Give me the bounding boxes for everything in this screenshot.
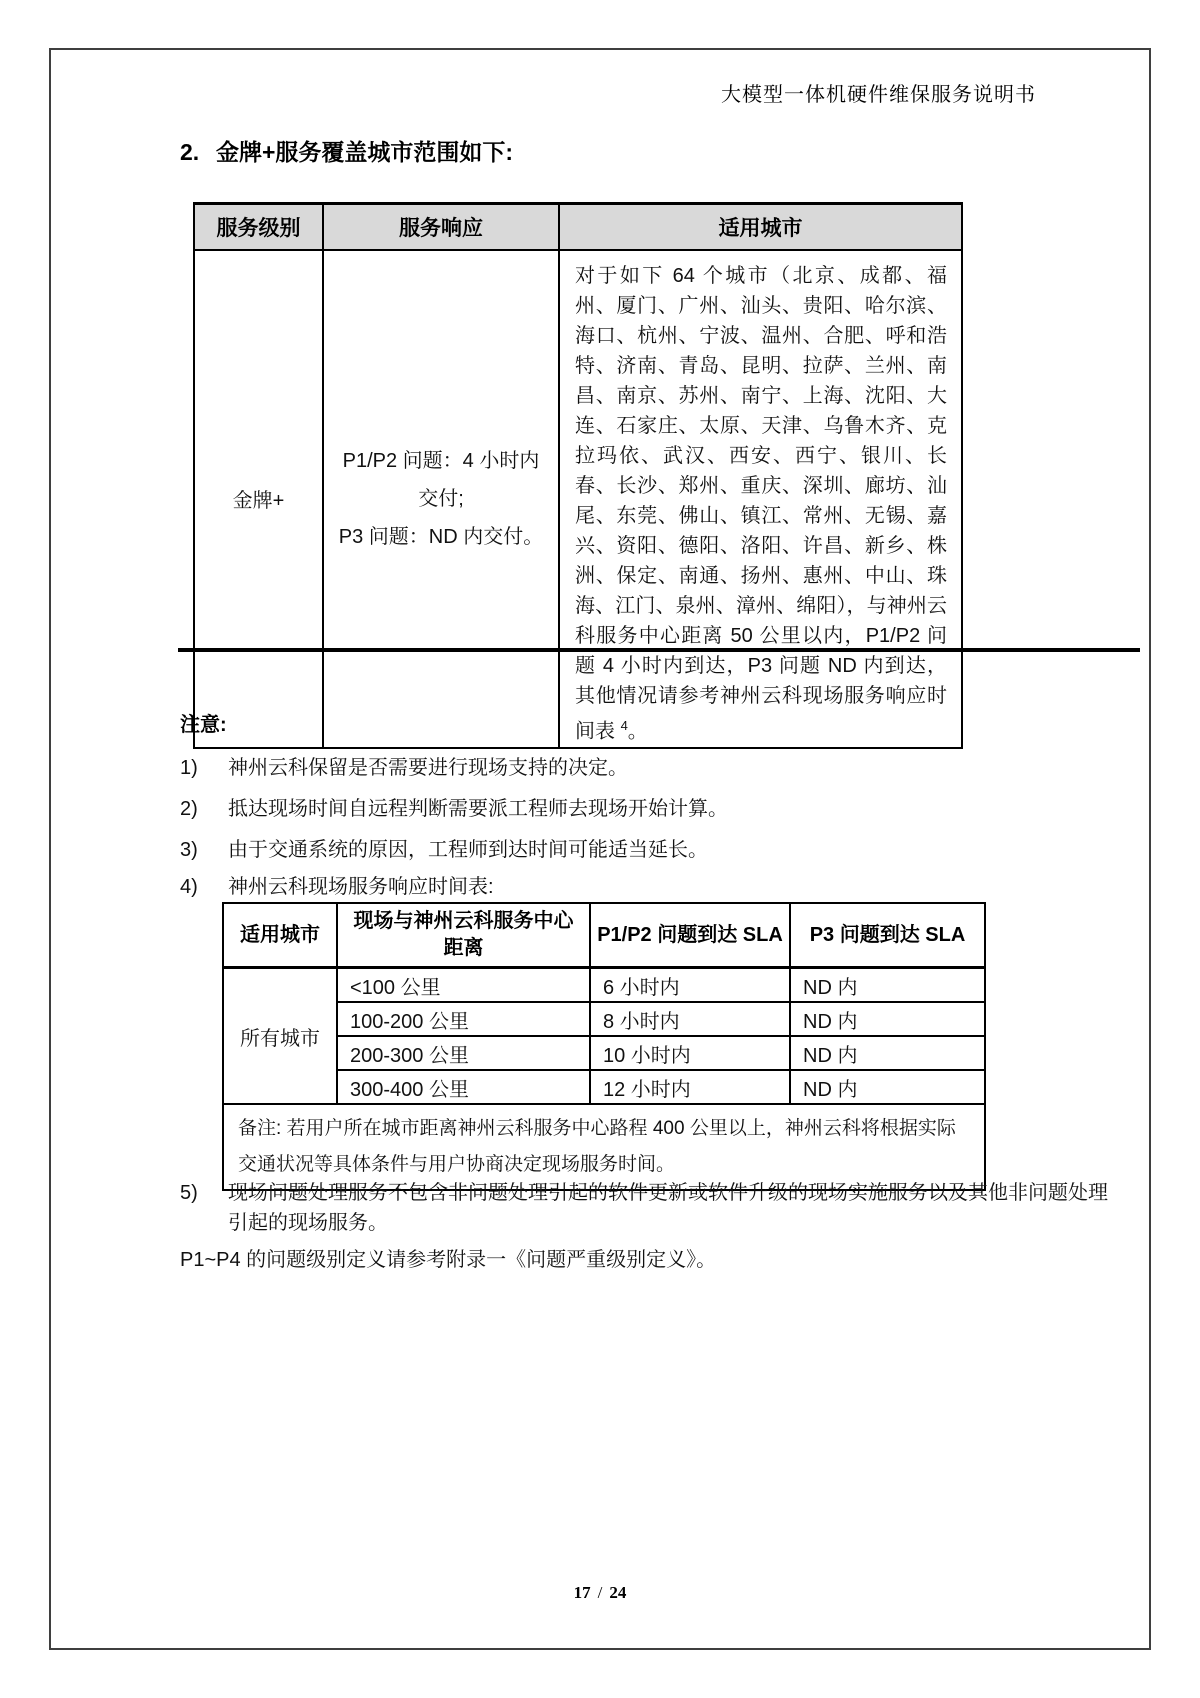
response-col-header-p12-sla: P1/P2 问题到达 SLA [590,903,790,968]
footer-page-total: 24 [609,1583,627,1602]
footer-separator: / [597,1583,603,1602]
note-item-5 [180,1178,1125,1238]
note-number: 3) [180,839,198,861]
coverage-col-header-applicable-cities: 适用城市 [559,204,962,251]
coverage-table-header-row [194,204,962,251]
note-text: 神州云科保留是否需要进行现场支持的决定。 [228,757,628,779]
city-scope-cell: 所有城市 [223,968,337,1105]
note-item-4 [180,872,494,902]
page-footer [0,1583,1200,1603]
table-row [223,1070,985,1104]
doc-header-title: 大模型一体机硬件维保服务说明书 [721,84,1036,106]
coverage-table [193,202,963,749]
p12-sla-cell: 6 小时内 [590,968,790,1003]
note-text: 现场问题处理服务不包含非问题处理引起的软件更新或软件升级的现场实施服务以及其他非问题处理引起的现场服务。 [228,1182,1108,1234]
table-row [223,1002,985,1036]
response-line-p3: P3 问题：ND 内交付。 [338,525,544,548]
note-number: 4) [180,876,198,898]
remark-cell: 备注: 若用户所在城市距离神州云科服务中心路程 400 公里以上，神州云科将根据实际交通状况等具体条件与用户协商决定现场服务时间。 [223,1104,985,1190]
response-time-table [222,902,986,1191]
distance-cell: 300-400 公里 [337,1070,590,1104]
note-item-1 [180,753,628,783]
response-line-p1p2: P1/P2 问题：4 小时内交付; [342,449,540,510]
notice-label: 注意: [180,714,227,736]
note-item-3 [180,835,708,865]
note-number: 2) [180,798,198,820]
distance-cell: <100 公里 [337,968,590,1003]
p3-sla-cell: ND 内 [790,1002,985,1036]
distance-cell: 200-300 公里 [337,1036,590,1070]
distance-cell: 100-200 公里 [337,1002,590,1036]
response-col-header-city: 适用城市 [223,903,337,968]
divider-rule [178,648,1140,652]
p12-sla-cell: 12 小时内 [590,1070,790,1104]
section-number: 2. [180,139,200,165]
service-level-cell: 金牌+ [194,250,323,748]
table-row [223,968,985,1003]
p12-sla-cell: 10 小时内 [590,1036,790,1070]
note-text: 由于交通系统的原因，工程师到达时间可能适当延长。 [228,839,708,861]
note-number: 1) [180,757,198,779]
footnote-superscript: 4 [620,718,628,733]
applicable-cities-cell [559,250,962,748]
section-title [180,134,513,167]
response-table-header-row [223,903,985,968]
coverage-table-row [194,250,962,748]
note-text: 神州云科现场服务响应时间表: [228,876,494,898]
note-item-2 [180,794,728,824]
p3-sla-cell: ND 内 [790,968,985,1003]
note-text: 抵达现场时间自远程判断需要派工程师去现场开始计算。 [228,798,728,820]
service-response-cell [323,250,559,748]
footer-page-current: 17 [573,1583,591,1602]
response-col-header-distance: 现场与神州云科服务中心距离 [337,903,590,968]
note-number: 5) [180,1182,198,1204]
response-col-header-p3-sla: P3 问题到达 SLA [790,903,985,968]
cities-text: 对于如下 64 个城市（北京、成都、福州、厦门、广州、汕头、贵阳、哈尔滨、海口、杭州、宁波、温州、合肥、呼和浩特、济南、青岛、昆明、拉萨、兰州、南昌、南京、苏州、南宁、上海、沈阳、大连、石家庄、太原、天津、乌鲁木齐、克拉玛依、武汉、西安、西宁、银川、长春、长沙、郑州、重庆、深圳、廊坊、汕尾、东莞、佛山、镇江、常州、无锡、嘉兴、资阳、德阳、洛阳、许昌、新乡、株洲、保定、南通、扬州、惠州、中山、珠海、江门、泉州、漳州、绵阳），与神州云科服务中心距离 50 公里以内，P1/P2 问题 4 小时内到达，P3 问题 ND 内到达，其他情况请参考神州云科现场服务响应时间表 [575,265,947,743]
table-row [223,1036,985,1070]
coverage-col-header-service-level: 服务级别 [194,204,323,251]
closing-text: P1~P4 的问题级别定义请参考附录一《问题严重级别定义》。 [180,1249,717,1271]
p3-sla-cell: ND 内 [790,1070,985,1104]
section-title-text: 金牌+服务覆盖城市范围如下: [216,139,514,165]
coverage-col-header-service-response: 服务响应 [323,204,559,251]
cities-period: 。 [627,720,648,743]
p12-sla-cell: 8 小时内 [590,1002,790,1036]
p3-sla-cell: ND 内 [790,1036,985,1070]
